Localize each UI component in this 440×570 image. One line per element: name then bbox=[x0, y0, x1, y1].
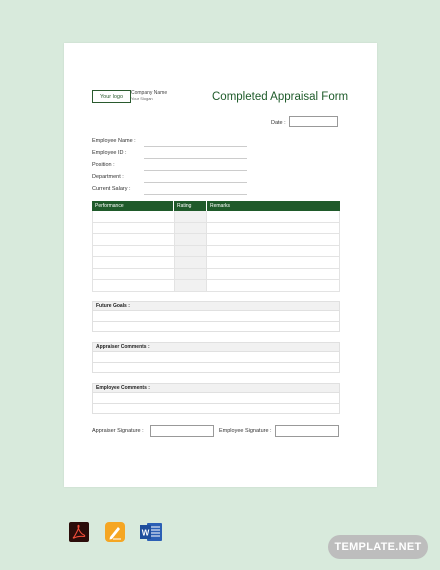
employee-comments-line[interactable] bbox=[92, 404, 340, 415]
company-name: Company Name bbox=[131, 90, 168, 96]
column-header-remarks: Remarks bbox=[210, 203, 231, 209]
info-label: Current Salary : bbox=[92, 186, 131, 192]
remarks-cell[interactable] bbox=[207, 211, 340, 222]
form-title: Completed Appraisal Form bbox=[212, 91, 349, 103]
template-net-brand[interactable] bbox=[328, 535, 428, 559]
section-heading: Employee Comments : bbox=[92, 383, 340, 393]
performance-cell[interactable] bbox=[92, 280, 174, 291]
appraiser-comments-line[interactable] bbox=[92, 352, 340, 363]
table-row bbox=[92, 257, 340, 269]
department-field[interactable] bbox=[144, 182, 247, 183]
word-icon[interactable] bbox=[139, 521, 161, 543]
employee-name-field[interactable] bbox=[144, 146, 247, 147]
table-row bbox=[92, 280, 340, 292]
performance-cell[interactable] bbox=[92, 269, 174, 280]
performance-cell[interactable] bbox=[92, 257, 174, 268]
column-header-rating: Rating bbox=[174, 201, 207, 211]
info-label: Department : bbox=[92, 174, 124, 180]
document-page bbox=[64, 43, 377, 487]
remarks-cell[interactable] bbox=[207, 246, 340, 257]
performance-table bbox=[92, 201, 340, 292]
appraiser-signature-field[interactable] bbox=[150, 425, 214, 437]
remarks-cell[interactable] bbox=[207, 257, 340, 268]
current-salary-field[interactable] bbox=[144, 194, 247, 195]
company-slogan: Your Slogan bbox=[131, 96, 153, 101]
rating-cell[interactable] bbox=[174, 223, 207, 234]
company-block bbox=[131, 90, 167, 102]
column-header-performance: Performance bbox=[92, 201, 174, 211]
pages-icon[interactable] bbox=[104, 521, 126, 543]
logo-text: Your logo bbox=[99, 93, 124, 100]
table-row bbox=[92, 246, 340, 258]
future-goals-section bbox=[92, 301, 340, 332]
performance-table-header bbox=[92, 201, 340, 211]
position-field[interactable] bbox=[144, 170, 247, 171]
employee-signature-field[interactable] bbox=[275, 425, 339, 437]
performance-cell[interactable] bbox=[92, 211, 174, 222]
performance-cell[interactable] bbox=[92, 223, 174, 234]
remarks-cell[interactable] bbox=[207, 223, 340, 234]
performance-cell[interactable] bbox=[92, 246, 174, 257]
remarks-cell[interactable] bbox=[207, 269, 340, 280]
rating-cell[interactable] bbox=[174, 234, 207, 245]
table-row bbox=[92, 269, 340, 281]
rating-cell[interactable] bbox=[174, 269, 207, 280]
rating-cell[interactable] bbox=[174, 280, 207, 291]
info-label: Employee ID : bbox=[92, 150, 127, 156]
rating-cell[interactable] bbox=[174, 257, 207, 268]
svg-text:W: W bbox=[141, 528, 150, 538]
pdf-icon[interactable] bbox=[68, 521, 90, 543]
section-heading: Appraiser Comments : bbox=[92, 342, 340, 352]
employee-signature-label: Employee Signature : bbox=[219, 428, 272, 434]
remarks-cell[interactable] bbox=[207, 234, 340, 245]
performance-table-body bbox=[92, 211, 340, 292]
future-goals-line[interactable] bbox=[92, 311, 340, 322]
employee-id-field[interactable] bbox=[144, 158, 247, 159]
rating-cell[interactable] bbox=[174, 246, 207, 257]
rating-cell[interactable] bbox=[174, 211, 207, 222]
table-row bbox=[92, 211, 340, 223]
future-goals-line[interactable] bbox=[92, 322, 340, 333]
employee-comments-line[interactable] bbox=[92, 393, 340, 404]
appraiser-comments-section bbox=[92, 342, 340, 373]
info-label: Position : bbox=[92, 162, 115, 168]
employee-comments-section bbox=[92, 383, 340, 414]
appraiser-comments-line[interactable] bbox=[92, 363, 340, 374]
table-row bbox=[92, 234, 340, 246]
logo-placeholder bbox=[92, 90, 131, 103]
remarks-cell[interactable] bbox=[207, 280, 340, 291]
info-label: Employee Name : bbox=[92, 138, 136, 144]
date-label: Date : bbox=[271, 120, 286, 126]
table-row bbox=[92, 223, 340, 235]
date-field[interactable] bbox=[289, 116, 338, 127]
brand-text: TEMPLATE.NET bbox=[334, 541, 422, 553]
performance-cell[interactable] bbox=[92, 234, 174, 245]
section-heading: Future Goals : bbox=[92, 301, 340, 311]
appraiser-signature-label: Appraiser Signature : bbox=[92, 428, 144, 434]
